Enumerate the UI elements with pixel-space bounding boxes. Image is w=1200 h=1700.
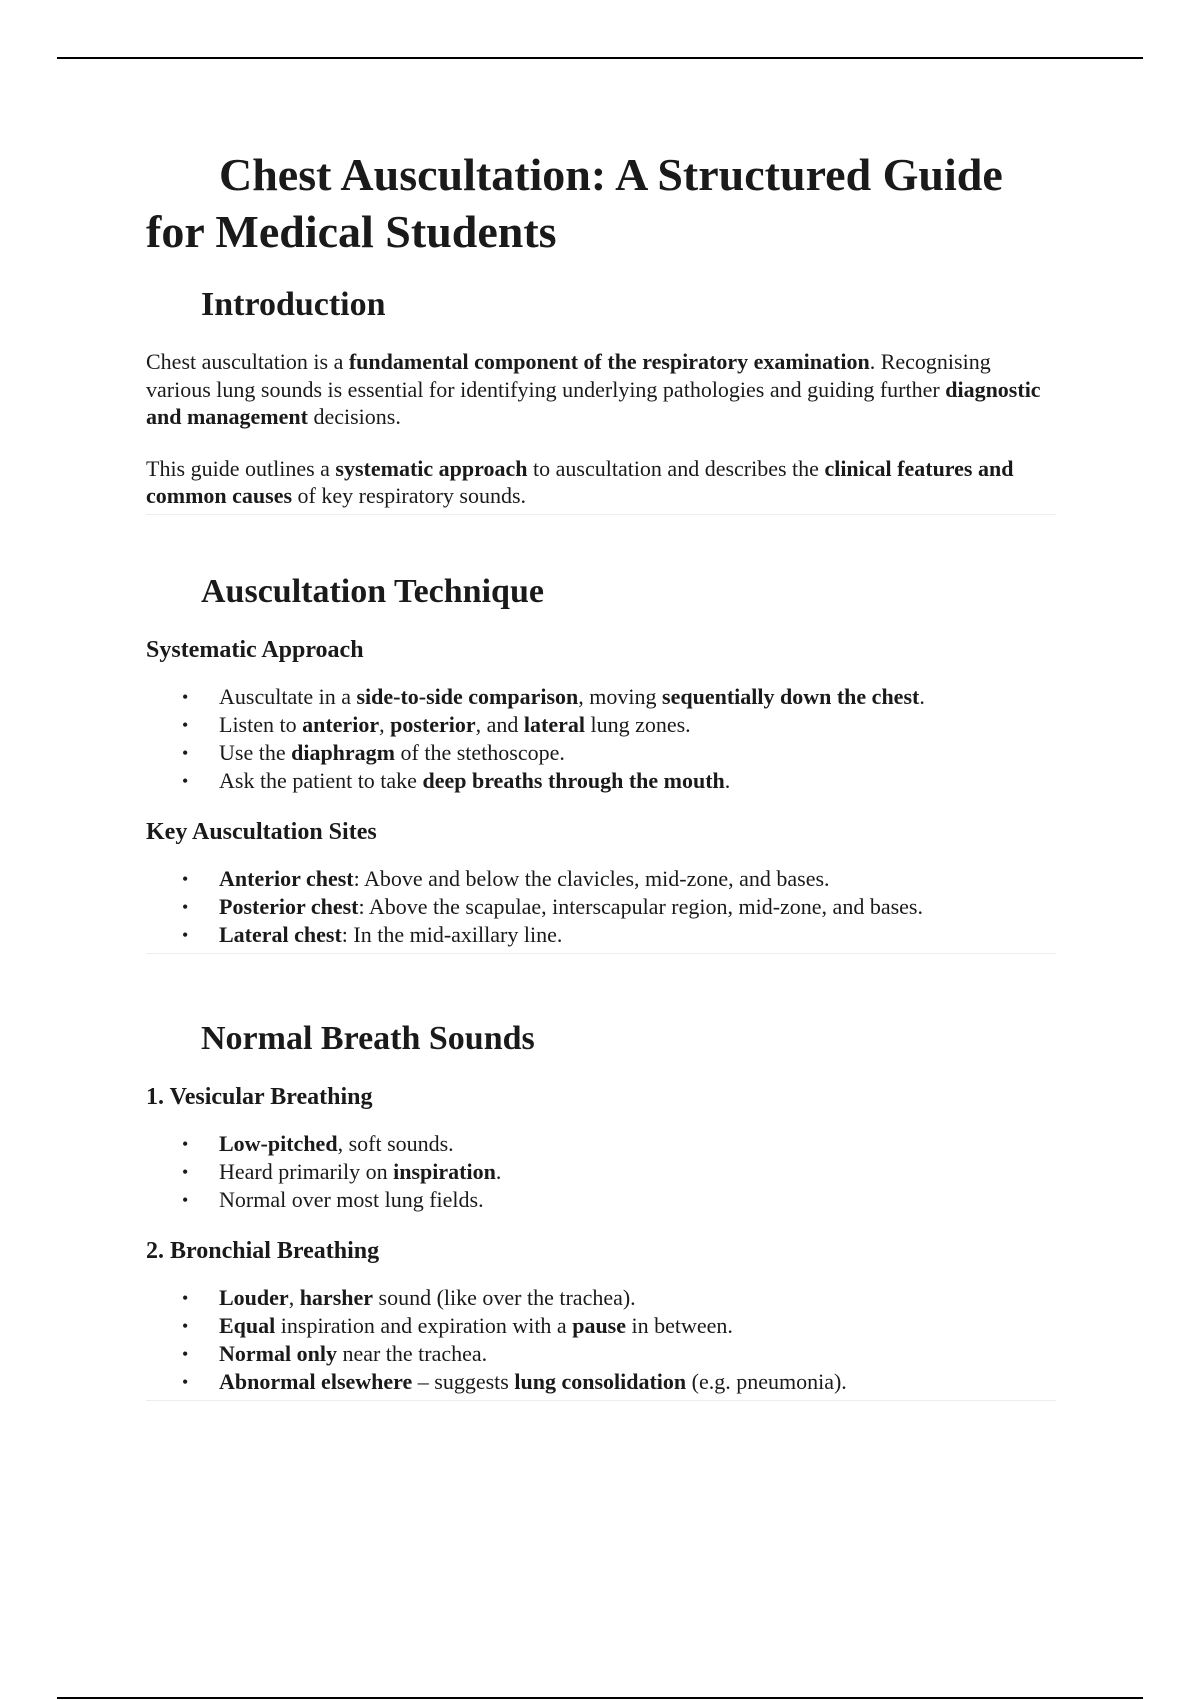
bullet-icon: •	[182, 1189, 189, 1210]
bullet-icon: •	[182, 1315, 189, 1336]
bronchial-heading: 2. Bronchial Breathing	[146, 1237, 380, 1264]
bullet-icon: •	[182, 770, 189, 791]
intro-paragraph-1: Chest auscultation is a fundamental component of the respiratory examination. Recognising various lung sounds is essential for identifying underlying pathologies and guiding further diagnostic and management decisions.	[146, 349, 1041, 429]
document-body	[146, 146, 1056, 1457]
bullet-icon: •	[182, 896, 189, 917]
bullet-icon: •	[182, 1343, 189, 1364]
bullet-icon: •	[182, 686, 189, 707]
bullet-icon: •	[182, 1287, 189, 1308]
list-item: • Equal inspiration and expiration with a pause in between.	[182, 1312, 733, 1338]
bullet-icon: •	[182, 714, 189, 735]
list-item: • Low-pitched, soft sounds.	[182, 1130, 454, 1156]
list-item: • Auscultate in a side-to-side comparison, moving sequentially down the chest.	[182, 683, 925, 709]
vesicular-heading: 1. Vesicular Breathing	[146, 1083, 373, 1110]
list-item: • Normal only near the trachea.	[182, 1340, 488, 1366]
section-divider	[146, 514, 1056, 515]
list-item: • Posterior chest: Above the scapulae, interscapular region, mid-zone, and bases.	[182, 893, 923, 919]
systematic-approach-list	[146, 683, 1056, 795]
page-top-rule	[57, 57, 1143, 59]
normal-breath-sounds-section	[146, 1018, 1056, 1401]
systematic-approach-heading: Systematic Approach	[146, 636, 364, 663]
technique-section	[146, 571, 1056, 954]
key-sites-list	[146, 865, 1056, 949]
normal-breath-sounds-heading: Normal Breath Sounds	[201, 1019, 535, 1057]
introduction-section	[146, 284, 1056, 515]
key-sites-heading: Key Auscultation Sites	[146, 818, 377, 845]
section-divider	[146, 1400, 1056, 1401]
bullet-icon: •	[182, 1133, 189, 1154]
list-item: • Ask the patient to take deep breaths through the mouth.	[182, 767, 731, 793]
document-title: Chest Auscultation: A Structured Guide for Medical Students	[146, 149, 1003, 257]
bullet-icon: •	[182, 1161, 189, 1182]
page-bottom-rule	[57, 1697, 1143, 1699]
list-item: • Use the diaphragm of the stethoscope.	[182, 739, 565, 765]
bullet-icon: •	[182, 1371, 189, 1392]
introduction-heading: Introduction	[201, 286, 386, 323]
list-item: • Abnormal elsewhere – suggests lung consolidation (e.g. pneumonia).	[182, 1368, 847, 1394]
list-item: • Listen to anterior, posterior, and lateral lung zones.	[182, 711, 691, 737]
technique-heading: Auscultation Technique	[201, 572, 544, 610]
bullet-icon: •	[182, 924, 189, 945]
list-item: • Louder, harsher sound (like over the trachea).	[182, 1284, 636, 1310]
list-item: • Anterior chest: Above and below the clavicles, mid-zone, and bases.	[182, 865, 830, 891]
vesicular-list	[146, 1130, 1056, 1214]
bronchial-list	[146, 1284, 1056, 1396]
list-item: • Heard primarily on inspiration.	[182, 1158, 502, 1184]
section-divider	[146, 953, 1056, 954]
intro-paragraph-2: This guide outlines a systematic approach to auscultation and describes the clinical features and common causes of key respiratory sounds.	[146, 455, 1014, 508]
bullet-icon: •	[182, 868, 189, 889]
list-item: • Lateral chest: In the mid-axillary line.	[182, 921, 563, 947]
list-item: • Normal over most lung fields.	[182, 1186, 484, 1212]
bullet-icon: •	[182, 742, 189, 763]
